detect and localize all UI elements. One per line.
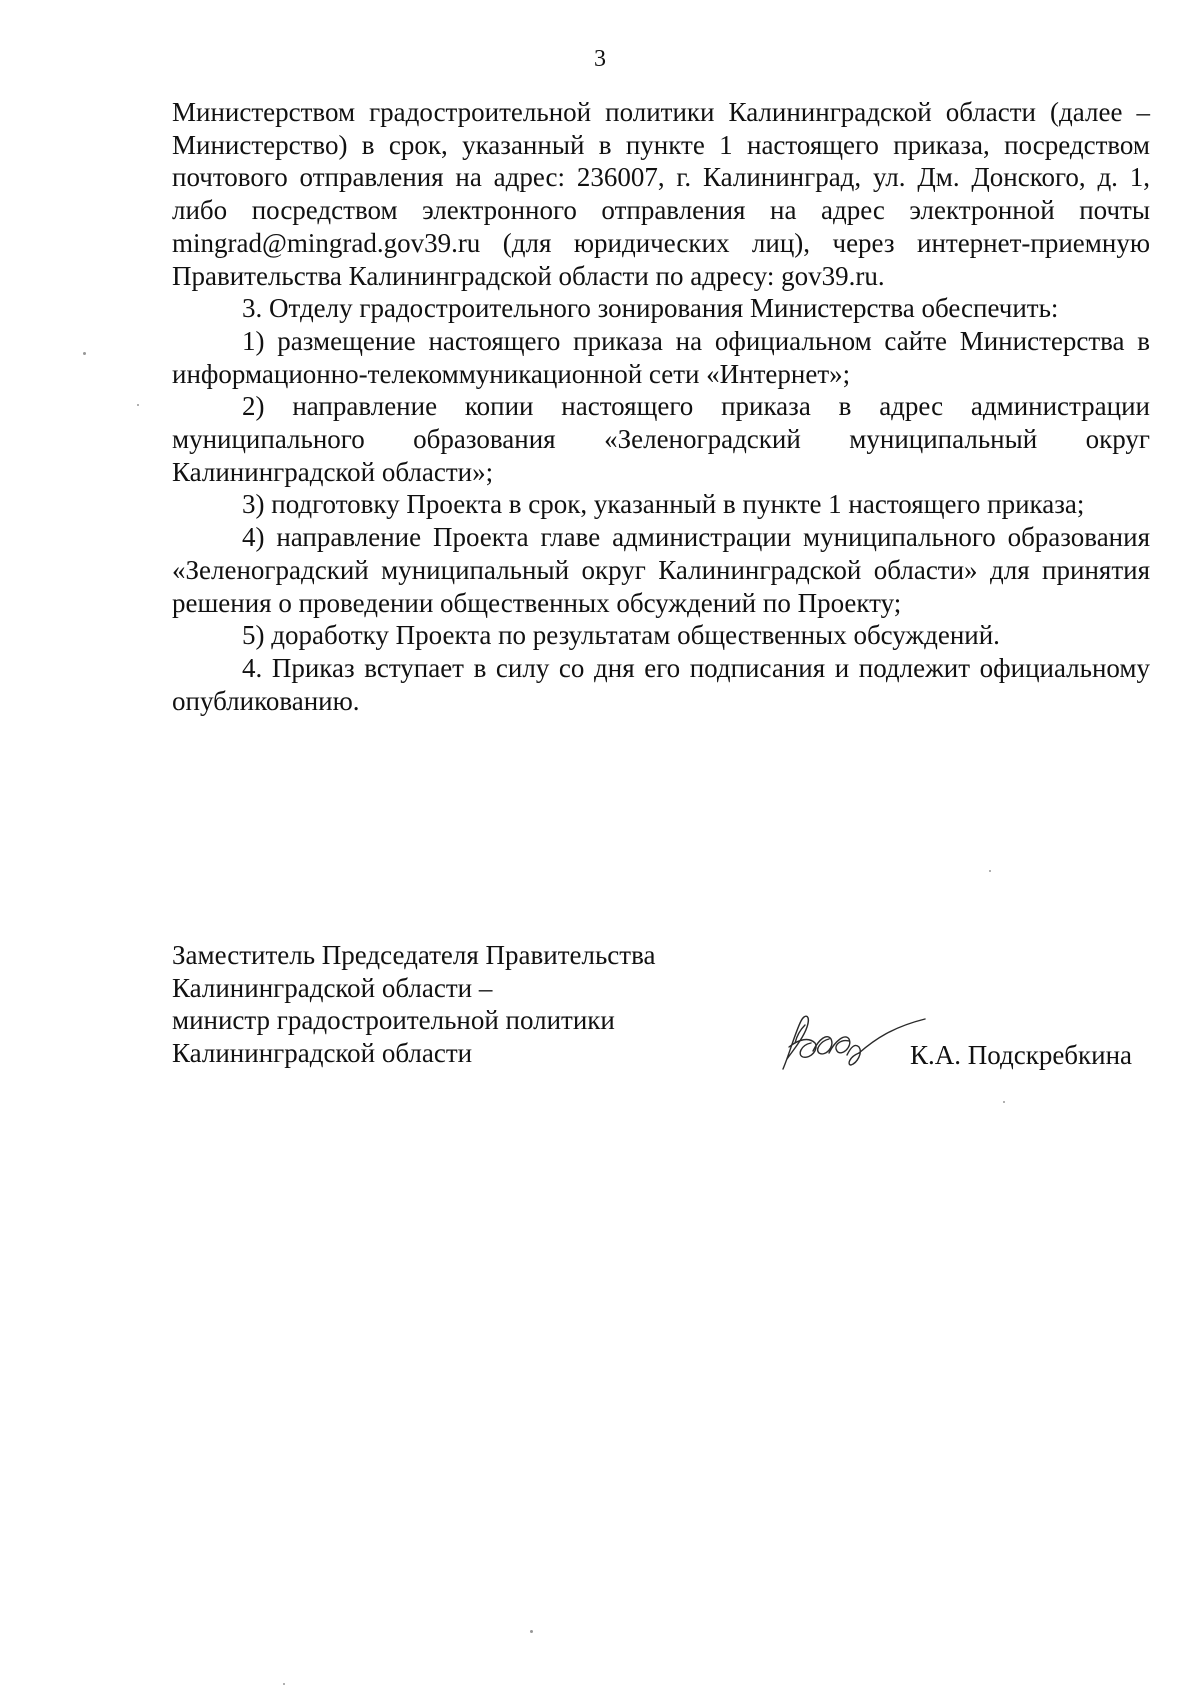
- paragraph-subitem-2: 2) направление копии настоящего приказа в адрес администрации муниципального образования «Зеленоградский муниципальный округ Калининградской области»;: [172, 391, 1150, 487]
- paragraph-subitem-3: 3) подготовку Проекта в срок, указанный в пункте 1 настоящего приказа;: [242, 489, 1085, 520]
- signatory-position-line: Заместитель Председателя Правительства: [172, 940, 656, 970]
- signatory-position-line: Калининградской области –: [172, 972, 493, 1003]
- document-body: [172, 96, 1150, 717]
- paragraph-subitem-5: 5) доработку Проекта по результатам общественных обсуждений.: [242, 620, 1000, 651]
- scan-speck: [137, 404, 139, 406]
- paragraph-item-3: 3. Отделу градостроительного зонирования Министерства обеспечить:: [242, 293, 1059, 324]
- paragraph-subitem-4: 4) направление Проекта главе администрации муниципального образования «Зеленоградский муниципальный округ Калининградской области» для принятия решения о проведении общественных обсуждений по Проекту;: [172, 522, 1150, 618]
- scan-speck: [989, 870, 991, 872]
- scan-speck: [283, 1683, 285, 1685]
- signatory-position-line: министр градостроительной политики: [172, 1005, 615, 1036]
- scan-speck: [530, 1630, 533, 1633]
- paragraph-subitem-1: 1) размещение настоящего приказа на официальном сайте Министерства в информационно-телекоммуникационной сети «Интернет»;: [172, 325, 1150, 389]
- signatory-position-line: Калининградской области: [172, 1038, 473, 1069]
- scan-speck: [83, 352, 86, 355]
- paragraph-item-4: 4. Приказ вступает в силу со дня его подписания и подлежит официальному опубликованию.: [172, 652, 1150, 716]
- signatory-name: К.А. Подскребкина: [910, 1040, 1133, 1070]
- scan-speck: [1003, 1101, 1005, 1103]
- signatory-position: [172, 939, 732, 1070]
- paragraph-continuation: Министерством градостроительной политики Калининградской области (далее – Министерство) в срок, указанный в пункте 1 настоящего приказа, посредством почтового отправления на адрес: 236007, г. Калининград, ул. Дм. Донского, д. 1, либо посредством электронного отправления на адрес электронной почты mingrad@mingrad.gov39.ru (для юридических лиц), через интернет-приемную Правительства Калининградской области по адресу: gov39.ru.: [172, 97, 1150, 291]
- page-number: 3: [594, 46, 606, 72]
